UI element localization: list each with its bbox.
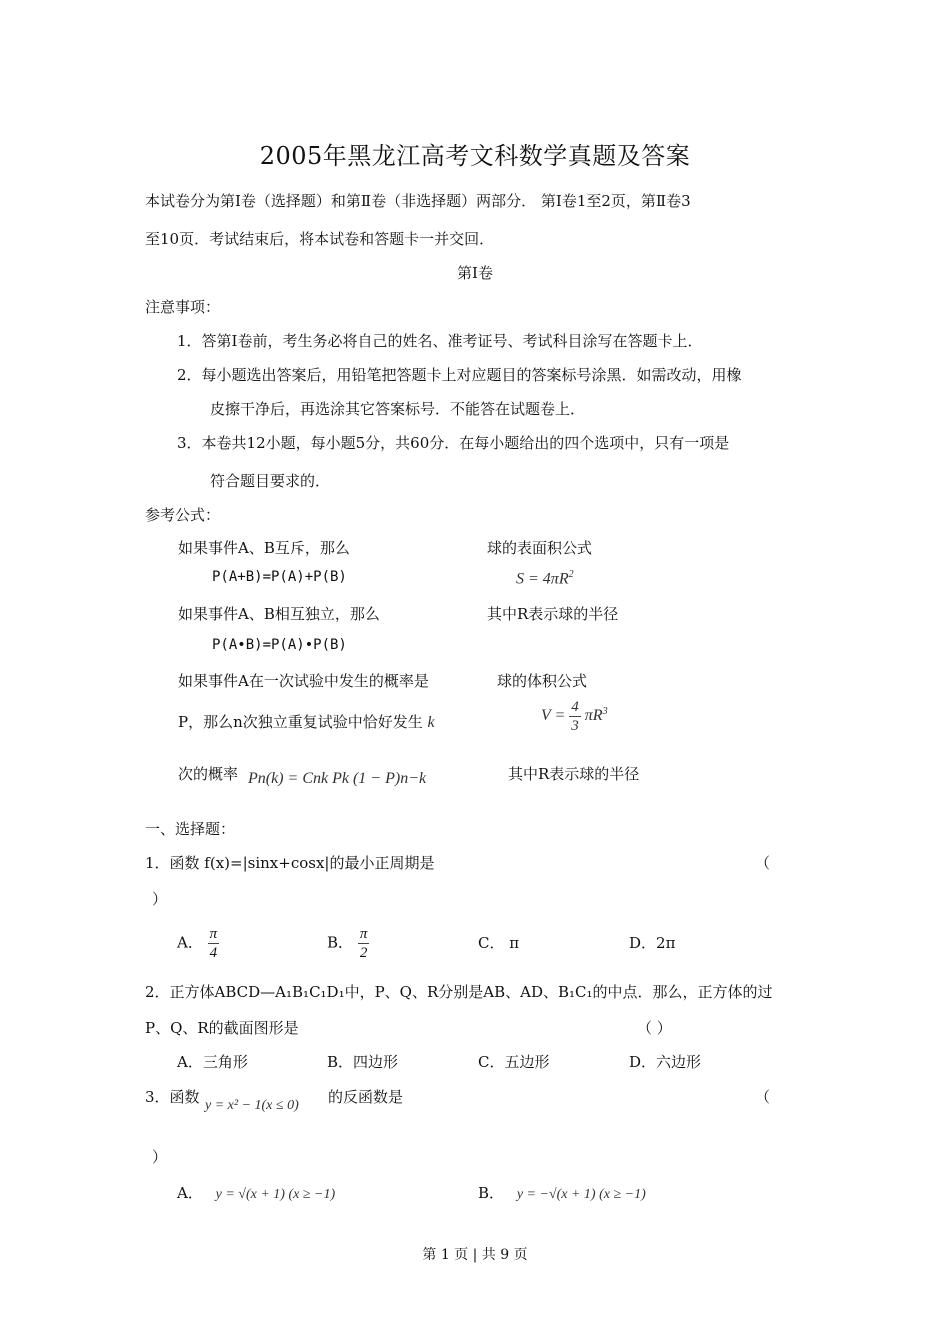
q1-paren-close: ） [152,890,168,908]
question-3-prefix: 3．函数 [145,1088,200,1106]
volume-rhs: πR [584,707,603,725]
q1-b-label: B． [327,933,354,952]
formula-right-3: 其中R表示球的半径 [487,605,619,623]
q3-paren-close: ） [152,1148,168,1166]
q2-paren: （ ） [637,1019,672,1037]
q1-a-denominator: 4 [209,945,218,961]
q1-b-fraction [358,925,370,962]
q3-a-formula: y = √(x + 1) (x ≥ −1) [215,1187,336,1202]
formula-heading: 参考公式： [145,506,221,524]
q3-function-formula: y = x² − 1(x ≤ 0) [205,1098,299,1113]
question-3-suffix: 的反函数是 [328,1088,404,1106]
volume-label: 第Ⅰ卷 [457,264,493,282]
q2-option-c: C．五边形 [478,1053,550,1071]
formula-left-3: 如果事件A、B相互独立，那么 [178,605,380,623]
q3-b-label: B． [478,1184,505,1202]
formula-right-4: 球的体积公式 [497,672,588,690]
q1-paren-open: （ [755,854,771,872]
sphere-volume-formula: V = $\frac{4}{3}$ $\pi R^3$ [541,699,608,734]
q1-option-d: D．2π [629,934,676,952]
intro-line-1: 本试卷分为第Ⅰ卷（选择题）和第Ⅱ卷（非选择题）两部分． 第Ⅰ卷1至2页，第Ⅱ卷3 [145,192,691,210]
formula-left-2: P(A+B)=P(A)+P(B) [212,569,347,585]
formula-right-6: 其中R表示球的半径 [508,765,640,783]
note-3-line-2: 符合题目要求的． [210,472,331,490]
binomial-probability-formula: Pn(k) = Cnk Pk (1 − P)n−k [248,770,427,787]
formula-left-1: 如果事件A、B互斥，那么 [178,539,350,557]
volume-fraction [569,698,581,735]
q2-option-b: B．四边形 [327,1053,399,1071]
k-variable: k [427,714,435,731]
section-heading: 一、选择题： [145,820,236,838]
intro-line-2: 至10页．考试结束后，将本试卷和答题卡一并交回． [145,230,495,248]
formula-left-6 [178,711,435,732]
formula-left-6-text: P，那么n次独立重复试验中恰好发生 [178,713,423,731]
question-1: 1．函数 f(x)=|sinx+cosx|的最小正周期是 [145,854,435,872]
q1-a-fraction [208,925,220,962]
page-title: 2005年黑龙江高考文科数学真题及答案 [259,142,691,170]
formula-left-7: 次的概率 [178,765,239,783]
q1-a-numerator: π [209,926,218,942]
q2-option-a: A．三角形 [177,1053,248,1071]
sphere-surface-formula: $S = 4\pi R^2$ [516,569,574,588]
q1-option-c: C． π [478,934,520,952]
formula-left-5: 如果事件A在一次试验中发生的概率是 [178,672,429,690]
note-2-line-2: 皮擦干净后，再选涂其它答案标号．不能答在试题卷上． [210,400,586,418]
note-2-line-1: 2．每小题选出答案后，用铅笔把答题卡上对应题目的答案标号涂黑．如需改动，用橡 [177,366,742,384]
volume-numerator: 4 [571,699,579,715]
q1-option-a [177,925,219,962]
q3-option-a [177,1182,335,1203]
note-3-line-1: 3．本卷共12小题，每小题5分，共60分．在每小题给出的四个选项中，只有一项是 [177,434,730,452]
q1-b-denominator: 2 [359,945,368,961]
formula-left-4: P(A•B)=P(A)•P(B) [212,637,347,653]
q3-paren-open: （ [755,1088,771,1106]
volume-denominator: 3 [571,718,579,734]
formula-right-1: 球的表面积公式 [487,539,593,557]
q3-option-b [478,1182,646,1203]
volume-lhs: V = [541,707,566,725]
note-1: 1．答第Ⅰ卷前，考生务必将自己的姓名、准考证号、考试科目涂写在答题卡上． [177,332,703,350]
q3-a-label: A． [177,1184,203,1202]
notes-heading: 注意事项： [145,298,221,316]
q1-a-label: A． [177,933,203,952]
question-2-line-2: P、Q、R的截面图形是 [145,1019,299,1037]
page-footer: 第 1 页 | 共 9 页 [422,1247,528,1263]
question-2-line-1: 2．正方体ABCD—A₁B₁C₁D₁中，P、Q、R分别是AB、AD、B₁C₁的中点．那么，正方体的过 [145,983,773,1001]
q2-option-d: D．六边形 [629,1053,702,1071]
q1-option-b [327,925,369,962]
sphere-surface-expr: S = 4πR [516,570,569,588]
q3-b-formula: y = −√(x + 1) (x ≥ −1) [516,1187,646,1202]
q1-b-numerator: π [359,926,368,942]
